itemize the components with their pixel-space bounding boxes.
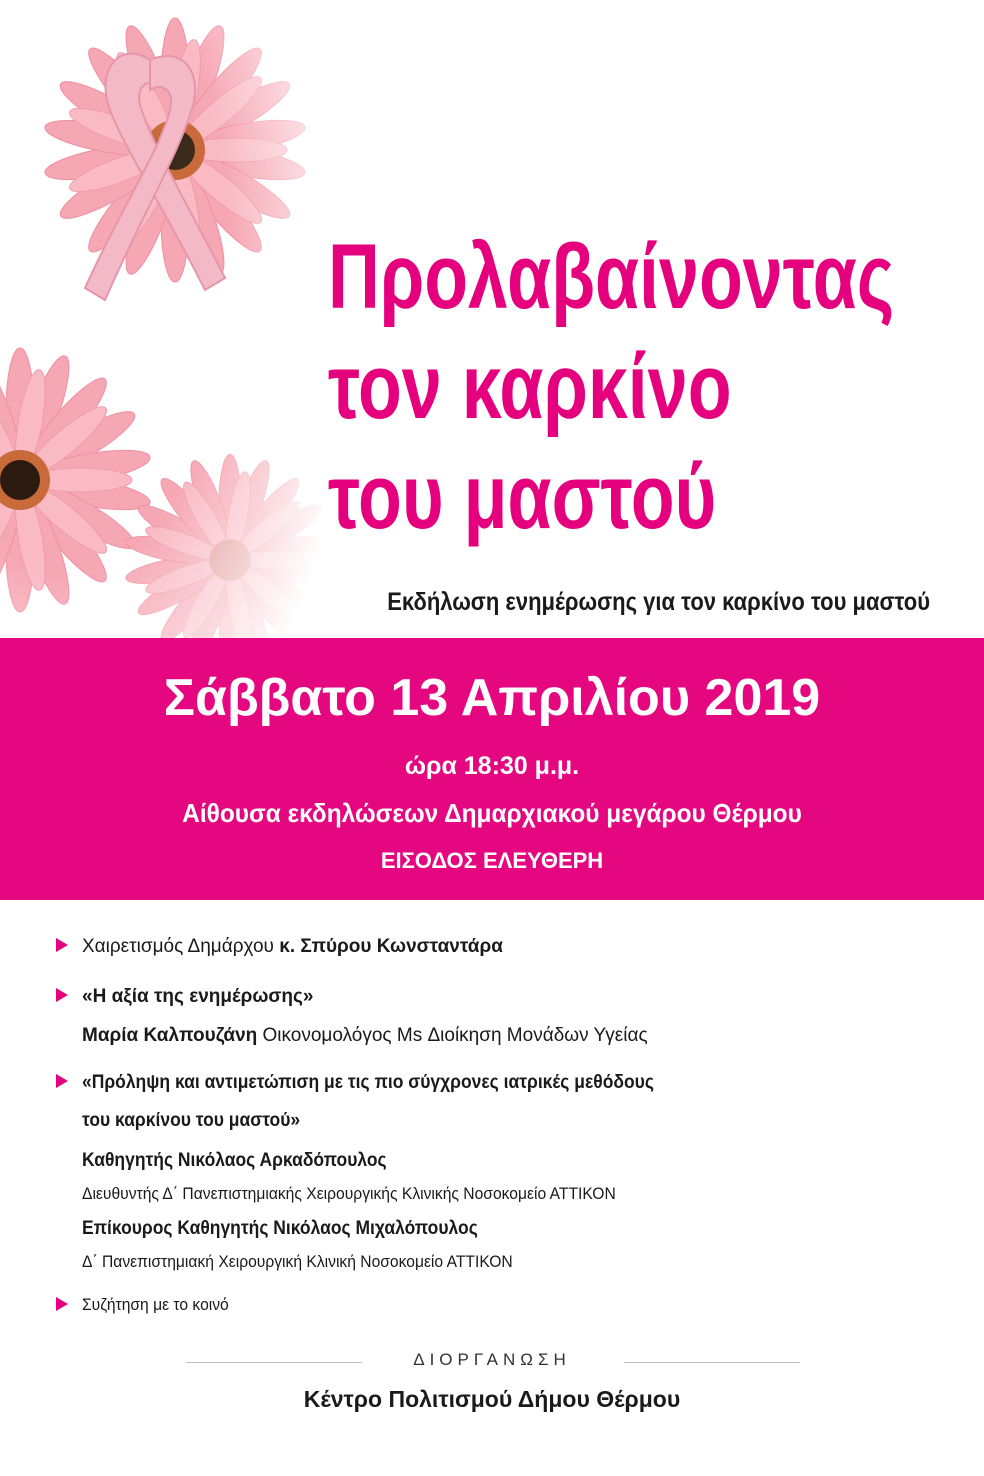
event-venue: Αίθουσα εκδηλώσεων Δημαρχιακού μεγάρου Θέρμου [182, 798, 802, 828]
speaker-2-title: Επίκουρος Καθηγητής [82, 1218, 274, 1239]
event-entry: ΕΙΣΟΔΟΣ ΕΛΕΥΘΕΡΗ [380, 848, 604, 873]
poster-subtitle: Εκδήλωση ενημέρωσης για τον καρκίνο του μαστού [387, 588, 930, 616]
program-item-2-speaker [82, 1025, 648, 1047]
poster-title [328, 222, 895, 552]
program-item-3-speaker-2 [82, 1218, 478, 1240]
title-line-1: Προλαβαίνοντας [328, 226, 895, 328]
event-time: ώρα 18:30 μ.μ. [404, 752, 580, 780]
organizer-label: ΔΙΟΡΓΑΝΩΣΗ [413, 1350, 571, 1369]
speaker-name: Μαρία Καλπουζάνη [82, 1025, 258, 1046]
bullet-triangle-icon [56, 1297, 68, 1311]
program-item-3-title-line-2: του καρκίνου του μαστού» [82, 1110, 301, 1131]
program-item-3-speaker-1-role: Διευθυντής Δ΄ Πανεπιστημιακής Χειρουργικής Κλινικής Νοσοκομείο ΑΤΤΙΚΟΝ [82, 1184, 616, 1203]
mayor-name: κ. Σπύρου Κωνσταντάρα [279, 936, 503, 957]
program-item-greeting [82, 936, 503, 958]
program-item-2-title: «Η αξία της ενημέρωσης» [82, 986, 314, 1007]
speaker-1-name: Νικόλαος Αρκαδόπουλος [177, 1150, 387, 1171]
speaker-1-title: Καθηγητής [82, 1150, 178, 1171]
organizer-name: Κέντρο Πολιτισμού Δήμου Θέρμου [303, 1386, 681, 1412]
event-date: Σάββατο 13 Απριλίου 2019 [163, 669, 821, 727]
event-details-band [0, 638, 984, 900]
program-item-3-speaker-1 [82, 1150, 387, 1172]
flowers-ribbon-image [0, 0, 330, 640]
speaker-role: Οικονομολόγος Ms Διοίκηση Μονάδων Υγείας [257, 1025, 648, 1046]
greeting-prefix: Χαιρετισμός Δημάρχου [82, 936, 280, 957]
bullet-triangle-icon [56, 988, 68, 1002]
program-item-3-speaker-2-role: Δ΄ Πανεπιστημιακή Χειρουργική Κλινική Νοσοκομείο ΑΤΤΙΚΟΝ [82, 1252, 513, 1271]
program-item-discussion: Συζήτηση με το κοινό [82, 1295, 229, 1314]
title-line-2: τον καρκίνο [328, 336, 732, 438]
bullet-triangle-icon [56, 1074, 68, 1088]
program-item-3-title-line-1: «Πρόληψη και αντιμετώπιση με τις πιο σύγχρονες ιατρικές μεθόδους [82, 1072, 654, 1093]
title-line-3: του μαστού [328, 446, 717, 548]
bullet-triangle-icon [56, 938, 68, 952]
speaker-2-name: Νικόλαος Μιχαλόπουλος [273, 1218, 478, 1239]
